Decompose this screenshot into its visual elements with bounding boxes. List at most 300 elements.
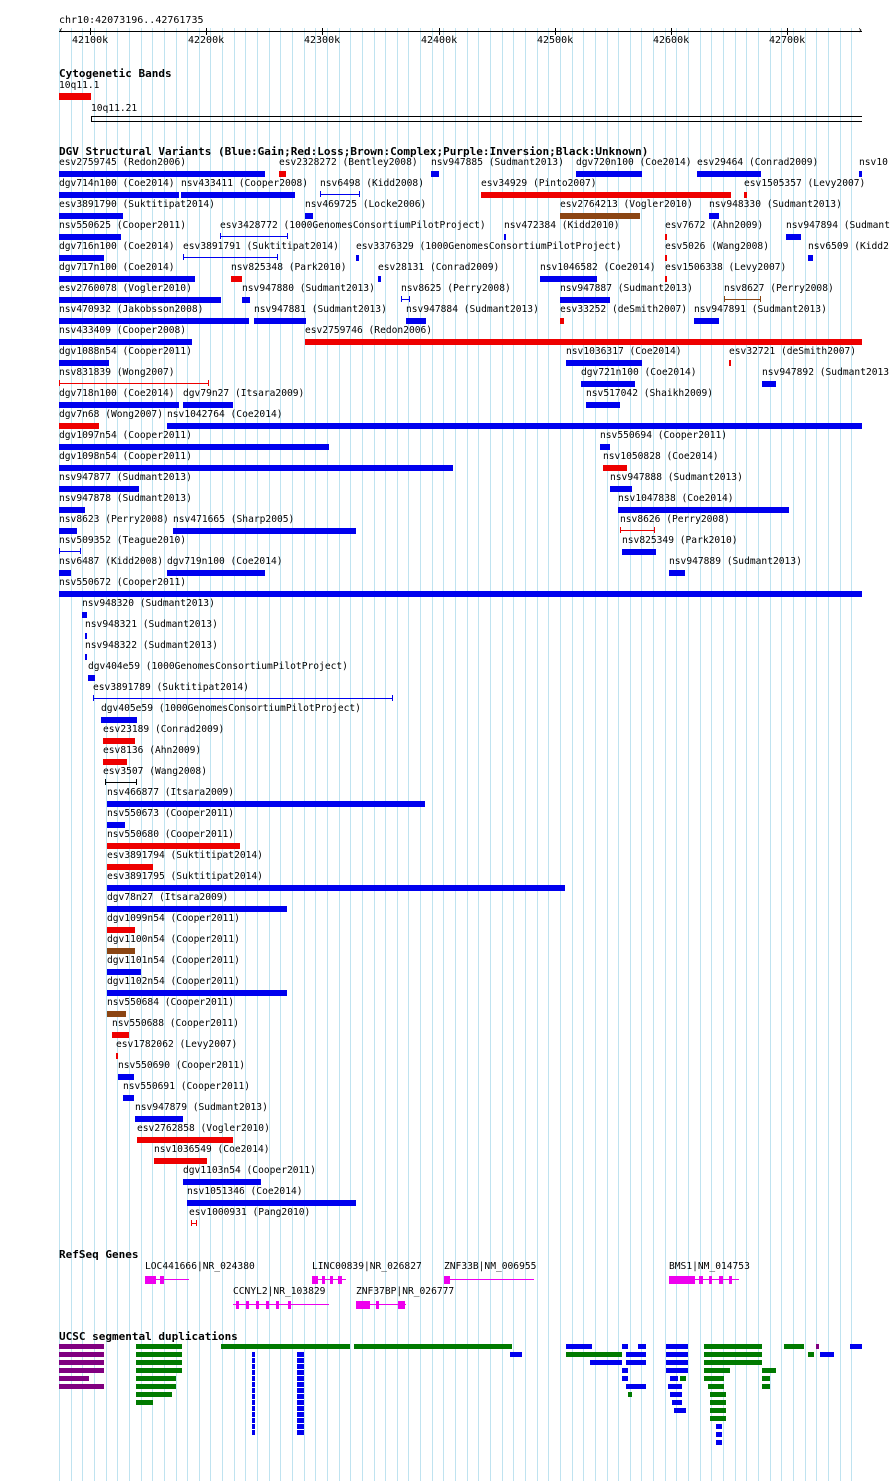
variant-label[interactable]: dgv714n100 (Coe2014) bbox=[59, 178, 175, 189]
segdup-feature[interactable] bbox=[297, 1388, 304, 1393]
variant-label[interactable]: dgv718n100 (Coe2014) bbox=[59, 388, 175, 399]
segdup-feature[interactable] bbox=[354, 1344, 512, 1349]
variant-esv2759745[interactable] bbox=[59, 171, 265, 177]
segdup-feature[interactable] bbox=[297, 1430, 304, 1435]
variant-dgv1103n54[interactable] bbox=[183, 1179, 261, 1185]
gene-exon[interactable] bbox=[145, 1276, 156, 1284]
segdup-feature[interactable] bbox=[252, 1370, 255, 1375]
variant-label[interactable]: nsv433411 (Cooper2008) bbox=[181, 178, 309, 189]
segdup-feature[interactable] bbox=[666, 1368, 688, 1373]
variant-label[interactable]: dgv716n100 (Coe2014) bbox=[59, 241, 175, 252]
segdup-feature[interactable] bbox=[704, 1376, 724, 1381]
variant-label[interactable]: dgv1099n54 (Cooper2011) bbox=[107, 913, 240, 924]
variant-nsv550690[interactable] bbox=[118, 1074, 134, 1080]
variant-label[interactable]: nsv1051346 (Coe2014) bbox=[187, 1186, 303, 1197]
segdup-feature[interactable] bbox=[136, 1344, 182, 1349]
variant-label[interactable]: esv3891794 (Suktitipat2014) bbox=[107, 850, 263, 861]
variant-label[interactable]: esv33252 (deSmith2007) bbox=[560, 304, 688, 315]
segdup-feature[interactable] bbox=[59, 1376, 89, 1381]
segdup-feature[interactable] bbox=[59, 1344, 104, 1349]
segdup-feature[interactable] bbox=[252, 1400, 255, 1405]
segdup-feature[interactable] bbox=[808, 1352, 814, 1357]
variant-esv3891791[interactable] bbox=[183, 257, 278, 258]
variant-esv23189[interactable] bbox=[103, 738, 135, 744]
variant-nsv6487[interactable] bbox=[59, 570, 71, 576]
variant-esv34929[interactable] bbox=[481, 192, 731, 198]
variant-esv28131[interactable] bbox=[378, 276, 381, 282]
variant-label[interactable]: dgv79n27 (Itsara2009) bbox=[183, 388, 305, 399]
segdup-feature[interactable] bbox=[710, 1392, 726, 1397]
segdup-feature[interactable] bbox=[626, 1352, 646, 1357]
variant-label[interactable]: dgv7n68 (Wong2007) bbox=[59, 409, 163, 420]
variant-nsv1046582[interactable] bbox=[540, 276, 597, 282]
variant-label[interactable]: nsv948321 (Sudmant2013) bbox=[85, 619, 218, 630]
segdup-feature[interactable] bbox=[566, 1352, 622, 1357]
variant-label[interactable]: esv1505357 (Levy2007) bbox=[744, 178, 866, 189]
variant-label[interactable]: nsv1036549 (Coe2014) bbox=[154, 1144, 270, 1155]
variant-label[interactable]: nsv948322 (Sudmant2013) bbox=[85, 640, 218, 651]
variant-label[interactable]: dgv717n100 (Coe2014) bbox=[59, 262, 175, 273]
variant-nsv550684[interactable] bbox=[107, 1011, 126, 1017]
variant-label[interactable]: nsv550694 (Cooper2011) bbox=[600, 430, 728, 441]
segdup-feature[interactable] bbox=[252, 1418, 255, 1423]
variant-nsv8623[interactable] bbox=[59, 528, 77, 534]
variant-nsv550680[interactable] bbox=[107, 843, 240, 849]
variant-label[interactable]: dgv720n100 (Coe2014) bbox=[576, 157, 692, 168]
segdup-feature[interactable] bbox=[716, 1424, 722, 1429]
variant-label[interactable]: nsv1042764 (Coe2014) bbox=[167, 409, 283, 420]
gene-intron-line[interactable] bbox=[444, 1279, 534, 1280]
gene-exon[interactable] bbox=[356, 1301, 370, 1309]
variant-label[interactable]: esv3507 (Wang2008) bbox=[103, 766, 207, 777]
segdup-feature[interactable] bbox=[59, 1352, 104, 1357]
variant-label[interactable]: dgv1103n54 (Cooper2011) bbox=[183, 1165, 316, 1176]
variant-nsv947891[interactable] bbox=[694, 318, 719, 324]
variant-dgv1088n54[interactable] bbox=[59, 360, 109, 366]
segdup-feature[interactable] bbox=[674, 1408, 686, 1413]
segdup-feature[interactable] bbox=[297, 1364, 304, 1369]
variant-esv2764213[interactable] bbox=[560, 213, 640, 219]
segdup-feature[interactable] bbox=[762, 1368, 776, 1373]
variant-esv3507[interactable] bbox=[105, 782, 137, 783]
segdup-feature[interactable] bbox=[297, 1418, 304, 1423]
variant-label[interactable]: nsv550691 (Cooper2011) bbox=[123, 1081, 251, 1092]
segdup-feature[interactable] bbox=[666, 1352, 688, 1357]
variant-label[interactable]: dgv404e59 (1000GenomesConsortiumPilotProject) bbox=[88, 661, 348, 672]
variant-label[interactable]: nsv947891 (Sudmant2013) bbox=[694, 304, 827, 315]
segdup-feature[interactable] bbox=[704, 1368, 730, 1373]
variant-nsv825348[interactable] bbox=[231, 276, 242, 282]
segdup-feature[interactable] bbox=[252, 1406, 255, 1411]
gene-label[interactable]: CCNYL2|NR_103829 bbox=[233, 1286, 326, 1297]
gene-exon[interactable] bbox=[719, 1276, 723, 1284]
cytoband-10q11-1[interactable] bbox=[59, 93, 91, 100]
segdup-feature[interactable] bbox=[252, 1358, 255, 1363]
variant-label[interactable]: dgv719n100 (Coe2014) bbox=[167, 556, 283, 567]
variant-label[interactable]: nsv825349 (Park2010) bbox=[622, 535, 738, 546]
variant-esv8136[interactable] bbox=[103, 759, 127, 765]
variant-nsv6498[interactable] bbox=[320, 194, 360, 195]
gene-exon[interactable] bbox=[699, 1276, 703, 1284]
variant-label[interactable]: nsv550688 (Cooper2011) bbox=[112, 1018, 240, 1029]
variant-dgv719n100[interactable] bbox=[167, 570, 265, 576]
variant-dgv720n100[interactable] bbox=[576, 171, 642, 177]
variant-label[interactable]: dgv1100n54 (Cooper2011) bbox=[107, 934, 240, 945]
segdup-feature[interactable] bbox=[297, 1412, 304, 1417]
gene-exon[interactable] bbox=[444, 1276, 450, 1284]
gene-label[interactable]: ZNF33B|NM_006955 bbox=[444, 1261, 537, 1272]
variant-label[interactable]: esv23189 (Conrad2009) bbox=[103, 724, 225, 735]
variant-label[interactable]: nsv470932 (Jakobsson2008) bbox=[59, 304, 204, 315]
segdup-feature[interactable] bbox=[626, 1360, 646, 1365]
variant-nsv517042[interactable] bbox=[586, 402, 620, 408]
variant-nsv948321[interactable] bbox=[85, 633, 87, 639]
variant-dgv716n100[interactable] bbox=[59, 255, 104, 261]
variant-label[interactable]: nsv947888 (Sudmant2013) bbox=[610, 472, 743, 483]
segdup-feature[interactable] bbox=[136, 1392, 172, 1397]
segdup-feature[interactable] bbox=[708, 1384, 724, 1389]
variant-dgv718n100[interactable] bbox=[59, 402, 179, 408]
variant-label[interactable]: nsv550690 (Cooper2011) bbox=[118, 1060, 246, 1071]
variant-nsv469725[interactable] bbox=[305, 213, 313, 219]
variant-dgv721n100[interactable] bbox=[581, 381, 635, 387]
gene-exon[interactable] bbox=[160, 1276, 164, 1284]
variant-label[interactable]: nsv1036317 (Coe2014) bbox=[566, 346, 682, 357]
variant-esv32721[interactable] bbox=[729, 360, 731, 366]
variant-label[interactable]: nsv550684 (Cooper2011) bbox=[107, 997, 235, 1008]
variant-dgv717n100[interactable] bbox=[59, 276, 195, 282]
variant-esv7672[interactable] bbox=[665, 234, 667, 240]
variant-nsv550694[interactable] bbox=[600, 444, 610, 450]
gene-exon[interactable] bbox=[709, 1276, 712, 1284]
variant-label[interactable]: esv28131 (Conrad2009) bbox=[378, 262, 500, 273]
segdup-feature[interactable] bbox=[566, 1344, 592, 1349]
variant-esv1505357[interactable] bbox=[744, 192, 747, 198]
gene-exon[interactable] bbox=[330, 1276, 333, 1284]
gene-label[interactable]: BMS1|NM_014753 bbox=[669, 1261, 750, 1272]
variant-label[interactable]: nsv947889 (Sudmant2013) bbox=[669, 556, 802, 567]
segdup-feature[interactable] bbox=[252, 1430, 255, 1435]
segdup-feature[interactable] bbox=[252, 1382, 255, 1387]
variant-label[interactable]: nsv509352 (Teague2010) bbox=[59, 535, 187, 546]
variant-label[interactable]: nsv550625 (Cooper2011) bbox=[59, 220, 187, 231]
segdup-feature[interactable] bbox=[710, 1408, 726, 1413]
variant-label[interactable]: nsv947879 (Sudmant2013) bbox=[135, 1102, 268, 1113]
gene-label[interactable]: LINC00839|NR_026827 bbox=[312, 1261, 422, 1272]
variant-esv1506338[interactable] bbox=[665, 276, 667, 282]
variant-nsv550673[interactable] bbox=[107, 822, 125, 828]
variant-label[interactable]: esv3891791 (Suktitipat2014) bbox=[183, 241, 339, 252]
variant-esv1782062[interactable] bbox=[116, 1053, 118, 1059]
variant-label[interactable]: esv32721 (deSmith2007) bbox=[729, 346, 857, 357]
variant-label[interactable]: esv2759746 (Redon2006) bbox=[305, 325, 433, 336]
variant-esv3376329[interactable] bbox=[356, 255, 359, 261]
segdup-feature[interactable] bbox=[297, 1370, 304, 1375]
segdup-feature[interactable] bbox=[670, 1376, 678, 1381]
variant-nsv550672[interactable] bbox=[59, 591, 862, 597]
variant-dgv78n27[interactable] bbox=[107, 906, 287, 912]
variant-esv3891795[interactable] bbox=[107, 885, 565, 891]
variant-esv29464[interactable] bbox=[697, 171, 761, 177]
variant-label[interactable]: nsv10 bbox=[859, 157, 888, 168]
segdup-feature[interactable] bbox=[704, 1360, 762, 1365]
variant-label[interactable]: nsv550673 (Cooper2011) bbox=[107, 808, 235, 819]
gene-exon[interactable] bbox=[288, 1301, 291, 1309]
cytoband-10q11-21[interactable] bbox=[91, 116, 862, 122]
variant-nsv472384[interactable] bbox=[504, 234, 506, 240]
variant-nsv1051346[interactable] bbox=[187, 1200, 356, 1206]
variant-label[interactable]: nsv947885 (Sudmant2013) bbox=[431, 157, 564, 168]
variant-label[interactable]: esv3376329 (1000GenomesConsortiumPilotProject) bbox=[356, 241, 622, 252]
variant-label[interactable]: nsv472384 (Kidd2010) bbox=[504, 220, 620, 231]
variant-dgv7n68[interactable] bbox=[59, 423, 99, 429]
variant-esv3891794[interactable] bbox=[107, 864, 153, 870]
segdup-feature[interactable] bbox=[297, 1376, 304, 1381]
segdup-feature[interactable] bbox=[762, 1384, 770, 1389]
segdup-feature[interactable] bbox=[297, 1358, 304, 1363]
segdup-feature[interactable] bbox=[252, 1364, 255, 1369]
variant-nsv947889[interactable] bbox=[669, 570, 685, 576]
variant-nsv471665[interactable] bbox=[173, 528, 356, 534]
segdup-feature[interactable] bbox=[672, 1400, 682, 1405]
segdup-feature[interactable] bbox=[710, 1400, 726, 1405]
gene-exon[interactable] bbox=[256, 1301, 259, 1309]
variant-esv3428772[interactable] bbox=[220, 236, 288, 237]
segdup-feature[interactable] bbox=[716, 1440, 722, 1445]
segdup-feature[interactable] bbox=[252, 1376, 255, 1381]
variant-label[interactable]: esv3891790 (Suktitipat2014) bbox=[59, 199, 215, 210]
segdup-feature[interactable] bbox=[668, 1384, 682, 1389]
variant-label[interactable]: nsv433409 (Cooper2008) bbox=[59, 325, 187, 336]
segdup-feature[interactable] bbox=[297, 1382, 304, 1387]
variant-esv2328272[interactable] bbox=[279, 171, 286, 177]
variant-label[interactable]: esv3891789 (Suktitipat2014) bbox=[93, 682, 249, 693]
segdup-feature[interactable] bbox=[252, 1424, 255, 1429]
segdup-feature[interactable] bbox=[704, 1352, 762, 1357]
variant-nsv831839[interactable] bbox=[59, 383, 209, 384]
variant-label[interactable]: nsv8626 (Perry2008) bbox=[620, 514, 730, 525]
variant-nsv1036317[interactable] bbox=[566, 360, 642, 366]
variant-nsv509352[interactable] bbox=[59, 551, 81, 552]
variant-nsv550688[interactable] bbox=[112, 1032, 129, 1038]
variant-label[interactable]: esv2760078 (Vogler2010) bbox=[59, 283, 192, 294]
segdup-feature[interactable] bbox=[638, 1344, 646, 1349]
segdup-feature[interactable] bbox=[136, 1400, 153, 1405]
variant-nsv1047838[interactable] bbox=[618, 507, 789, 513]
variant-nsv466877[interactable] bbox=[107, 801, 425, 807]
segdup-feature[interactable] bbox=[670, 1392, 682, 1397]
variant-label[interactable]: esv2764213 (Vogler2010) bbox=[560, 199, 693, 210]
segdup-feature[interactable] bbox=[136, 1376, 176, 1381]
variant-dgv1097n54[interactable] bbox=[59, 444, 329, 450]
segdup-feature[interactable] bbox=[59, 1360, 104, 1365]
variant-label[interactable]: dgv721n100 (Coe2014) bbox=[581, 367, 697, 378]
gene-label[interactable]: ZNF37BP|NR_026777 bbox=[356, 1286, 455, 1297]
variant-label[interactable]: dgv1101n54 (Cooper2011) bbox=[107, 955, 240, 966]
variant-label[interactable]: nsv947884 (Sudmant2013) bbox=[406, 304, 539, 315]
segdup-feature[interactable] bbox=[704, 1344, 762, 1349]
segdup-feature[interactable] bbox=[762, 1376, 770, 1381]
variant-nsv550625[interactable] bbox=[59, 234, 121, 240]
variant-esv3891789[interactable] bbox=[93, 698, 393, 699]
variant-label[interactable]: nsv948330 (Sudmant2013) bbox=[709, 199, 842, 210]
variant-nsv6509[interactable] bbox=[808, 255, 813, 261]
variant-nsv10[interactable] bbox=[859, 171, 862, 177]
variant-dgv404e59[interactable] bbox=[88, 675, 95, 681]
variant-label[interactable]: nsv6509 (Kidd2 bbox=[808, 241, 889, 252]
variant-label[interactable]: nsv517042 (Shaikh2009) bbox=[586, 388, 714, 399]
variant-nsv8627[interactable] bbox=[724, 299, 761, 300]
segdup-feature[interactable] bbox=[622, 1376, 628, 1381]
variant-nsv947887[interactable] bbox=[560, 297, 610, 303]
variant-esv3891790[interactable] bbox=[59, 213, 123, 219]
segdup-feature[interactable] bbox=[590, 1360, 622, 1365]
variant-nsv1036549[interactable] bbox=[154, 1158, 207, 1164]
segdup-feature[interactable] bbox=[850, 1344, 862, 1349]
variant-label[interactable]: nsv947894 (Sudmant bbox=[786, 220, 890, 231]
segdup-feature[interactable] bbox=[297, 1352, 304, 1357]
variant-dgv79n27[interactable] bbox=[183, 402, 233, 408]
segdup-feature[interactable] bbox=[252, 1394, 255, 1399]
variant-label[interactable]: esv3428772 (1000GenomesConsortiumPilotProject) bbox=[220, 220, 486, 231]
segdup-feature[interactable] bbox=[59, 1368, 104, 1373]
variant-esv2762858[interactable] bbox=[137, 1137, 233, 1143]
gene-exon[interactable] bbox=[729, 1276, 732, 1284]
variant-label[interactable]: esv29464 (Conrad2009) bbox=[697, 157, 819, 168]
variant-label[interactable]: nsv947878 (Sudmant2013) bbox=[59, 493, 192, 504]
variant-label[interactable]: nsv8625 (Perry2008) bbox=[401, 283, 511, 294]
right-arrow-icon[interactable]: › bbox=[857, 25, 864, 36]
variant-label[interactable]: nsv947887 (Sudmant2013) bbox=[560, 283, 693, 294]
variant-nsv825349[interactable] bbox=[622, 549, 656, 555]
segdup-feature[interactable] bbox=[297, 1424, 304, 1429]
segdup-feature[interactable] bbox=[297, 1394, 304, 1399]
variant-dgv405e59[interactable] bbox=[101, 717, 137, 723]
variant-nsv948320[interactable] bbox=[82, 612, 87, 618]
segdup-feature[interactable] bbox=[136, 1352, 182, 1357]
gene-exon[interactable] bbox=[322, 1276, 325, 1284]
segdup-feature[interactable] bbox=[820, 1352, 834, 1357]
variant-label[interactable]: esv5026 (Wang2008) bbox=[665, 241, 769, 252]
variant-nsv1042764[interactable] bbox=[167, 423, 862, 429]
variant-label[interactable]: esv2328272 (Bentley2008) bbox=[279, 157, 418, 168]
segdup-feature[interactable] bbox=[136, 1384, 176, 1389]
variant-nsv470932[interactable] bbox=[59, 318, 249, 324]
variant-label[interactable]: esv3891795 (Suktitipat2014) bbox=[107, 871, 263, 882]
gene-exon[interactable] bbox=[236, 1301, 239, 1309]
variant-nsv947879[interactable] bbox=[135, 1116, 183, 1122]
variant-nsv433411[interactable] bbox=[181, 192, 295, 198]
variant-nsv947892[interactable] bbox=[762, 381, 776, 387]
segdup-feature[interactable] bbox=[710, 1416, 726, 1421]
segdup-feature[interactable] bbox=[252, 1388, 255, 1393]
variant-label[interactable]: dgv405e59 (1000GenomesConsortiumPilotProject) bbox=[101, 703, 361, 714]
segdup-feature[interactable] bbox=[136, 1368, 182, 1373]
variant-label[interactable]: esv7672 (Ahn2009) bbox=[665, 220, 764, 231]
variant-label[interactable]: nsv550680 (Cooper2011) bbox=[107, 829, 235, 840]
variant-label[interactable]: nsv1046582 (Coe2014) bbox=[540, 262, 656, 273]
variant-label[interactable]: esv2759745 (Redon2006) bbox=[59, 157, 187, 168]
variant-nsv550691[interactable] bbox=[123, 1095, 134, 1101]
variant-nsv948322[interactable] bbox=[85, 654, 87, 660]
variant-label[interactable]: dgv1088n54 (Cooper2011) bbox=[59, 346, 192, 357]
segdup-feature[interactable] bbox=[716, 1432, 722, 1437]
variant-nsv947894[interactable] bbox=[786, 234, 801, 240]
variant-nsv947878[interactable] bbox=[59, 507, 85, 513]
variant-nsv433409[interactable] bbox=[59, 339, 192, 345]
gene-exon[interactable] bbox=[669, 1276, 695, 1284]
variant-label[interactable]: nsv1050828 (Coe2014) bbox=[603, 451, 719, 462]
segdup-feature[interactable] bbox=[297, 1406, 304, 1411]
segdup-feature[interactable] bbox=[680, 1376, 686, 1381]
variant-label[interactable]: nsv948320 (Sudmant2013) bbox=[82, 598, 215, 609]
gene-exon[interactable] bbox=[312, 1276, 318, 1284]
variant-nsv8626[interactable] bbox=[620, 530, 655, 531]
variant-nsv947881[interactable] bbox=[254, 318, 306, 324]
variant-esv2759746[interactable] bbox=[305, 339, 862, 345]
segdup-feature[interactable] bbox=[666, 1360, 688, 1365]
variant-label[interactable]: nsv1047838 (Coe2014) bbox=[618, 493, 734, 504]
variant-dgv1100n54[interactable] bbox=[107, 948, 135, 954]
variant-esv2760078[interactable] bbox=[59, 297, 221, 303]
variant-label[interactable]: nsv947881 (Sudmant2013) bbox=[254, 304, 387, 315]
segdup-feature[interactable] bbox=[59, 1384, 104, 1389]
variant-label[interactable]: nsv6487 (Kidd2008) bbox=[59, 556, 163, 567]
variant-label[interactable]: nsv466877 (Itsara2009) bbox=[107, 787, 235, 798]
gene-exon[interactable] bbox=[398, 1301, 405, 1309]
gene-exon[interactable] bbox=[338, 1276, 342, 1284]
variant-label[interactable]: dgv78n27 (Itsara2009) bbox=[107, 892, 229, 903]
variant-nsv947888[interactable] bbox=[610, 486, 632, 492]
variant-label[interactable]: nsv8627 (Perry2008) bbox=[724, 283, 834, 294]
variant-label[interactable]: esv1506338 (Levy2007) bbox=[665, 262, 787, 273]
variant-label[interactable]: esv1782062 (Levy2007) bbox=[116, 1039, 238, 1050]
segdup-feature[interactable] bbox=[784, 1344, 804, 1349]
segdup-feature[interactable] bbox=[221, 1344, 350, 1349]
variant-label[interactable]: nsv947880 (Sudmant2013) bbox=[242, 283, 375, 294]
variant-label[interactable]: dgv1102n54 (Cooper2011) bbox=[107, 976, 240, 987]
variant-dgv1098n54[interactable] bbox=[59, 465, 453, 471]
variant-esv33252[interactable] bbox=[560, 318, 564, 324]
variant-nsv947885[interactable] bbox=[431, 171, 439, 177]
variant-label[interactable]: nsv8623 (Perry2008) bbox=[59, 514, 169, 525]
variant-label[interactable]: nsv831839 (Wong2007) bbox=[59, 367, 175, 378]
variant-nsv1050828[interactable] bbox=[603, 465, 627, 471]
variant-label[interactable]: esv1000931 (Pang2010) bbox=[189, 1207, 311, 1218]
variant-dgv1102n54[interactable] bbox=[107, 990, 287, 996]
variant-esv5026[interactable] bbox=[665, 255, 667, 261]
variant-label[interactable]: esv8136 (Ahn2009) bbox=[103, 745, 202, 756]
gene-exon[interactable] bbox=[276, 1301, 279, 1309]
gene-exon[interactable] bbox=[266, 1301, 269, 1309]
gene-label[interactable]: LOC441666|NR_024380 bbox=[145, 1261, 255, 1272]
variant-label[interactable]: nsv947877 (Sudmant2013) bbox=[59, 472, 192, 483]
variant-label[interactable]: esv2762858 (Vogler2010) bbox=[137, 1123, 270, 1134]
segdup-feature[interactable] bbox=[622, 1368, 628, 1373]
segdup-feature[interactable] bbox=[252, 1352, 255, 1357]
segdup-feature[interactable] bbox=[297, 1400, 304, 1405]
variant-nsv947880[interactable] bbox=[242, 297, 250, 303]
variant-dgv1101n54[interactable] bbox=[107, 969, 141, 975]
segdup-feature[interactable] bbox=[816, 1344, 819, 1349]
left-arrow-icon[interactable]: ‹ bbox=[58, 25, 65, 36]
variant-dgv1099n54[interactable] bbox=[107, 927, 135, 933]
segdup-feature[interactable] bbox=[628, 1392, 632, 1397]
segdup-feature[interactable] bbox=[136, 1360, 182, 1365]
variant-label[interactable]: dgv1098n54 (Cooper2011) bbox=[59, 451, 192, 462]
variant-dgv714n100[interactable] bbox=[59, 192, 179, 198]
variant-label[interactable]: nsv825348 (Park2010) bbox=[231, 262, 347, 273]
